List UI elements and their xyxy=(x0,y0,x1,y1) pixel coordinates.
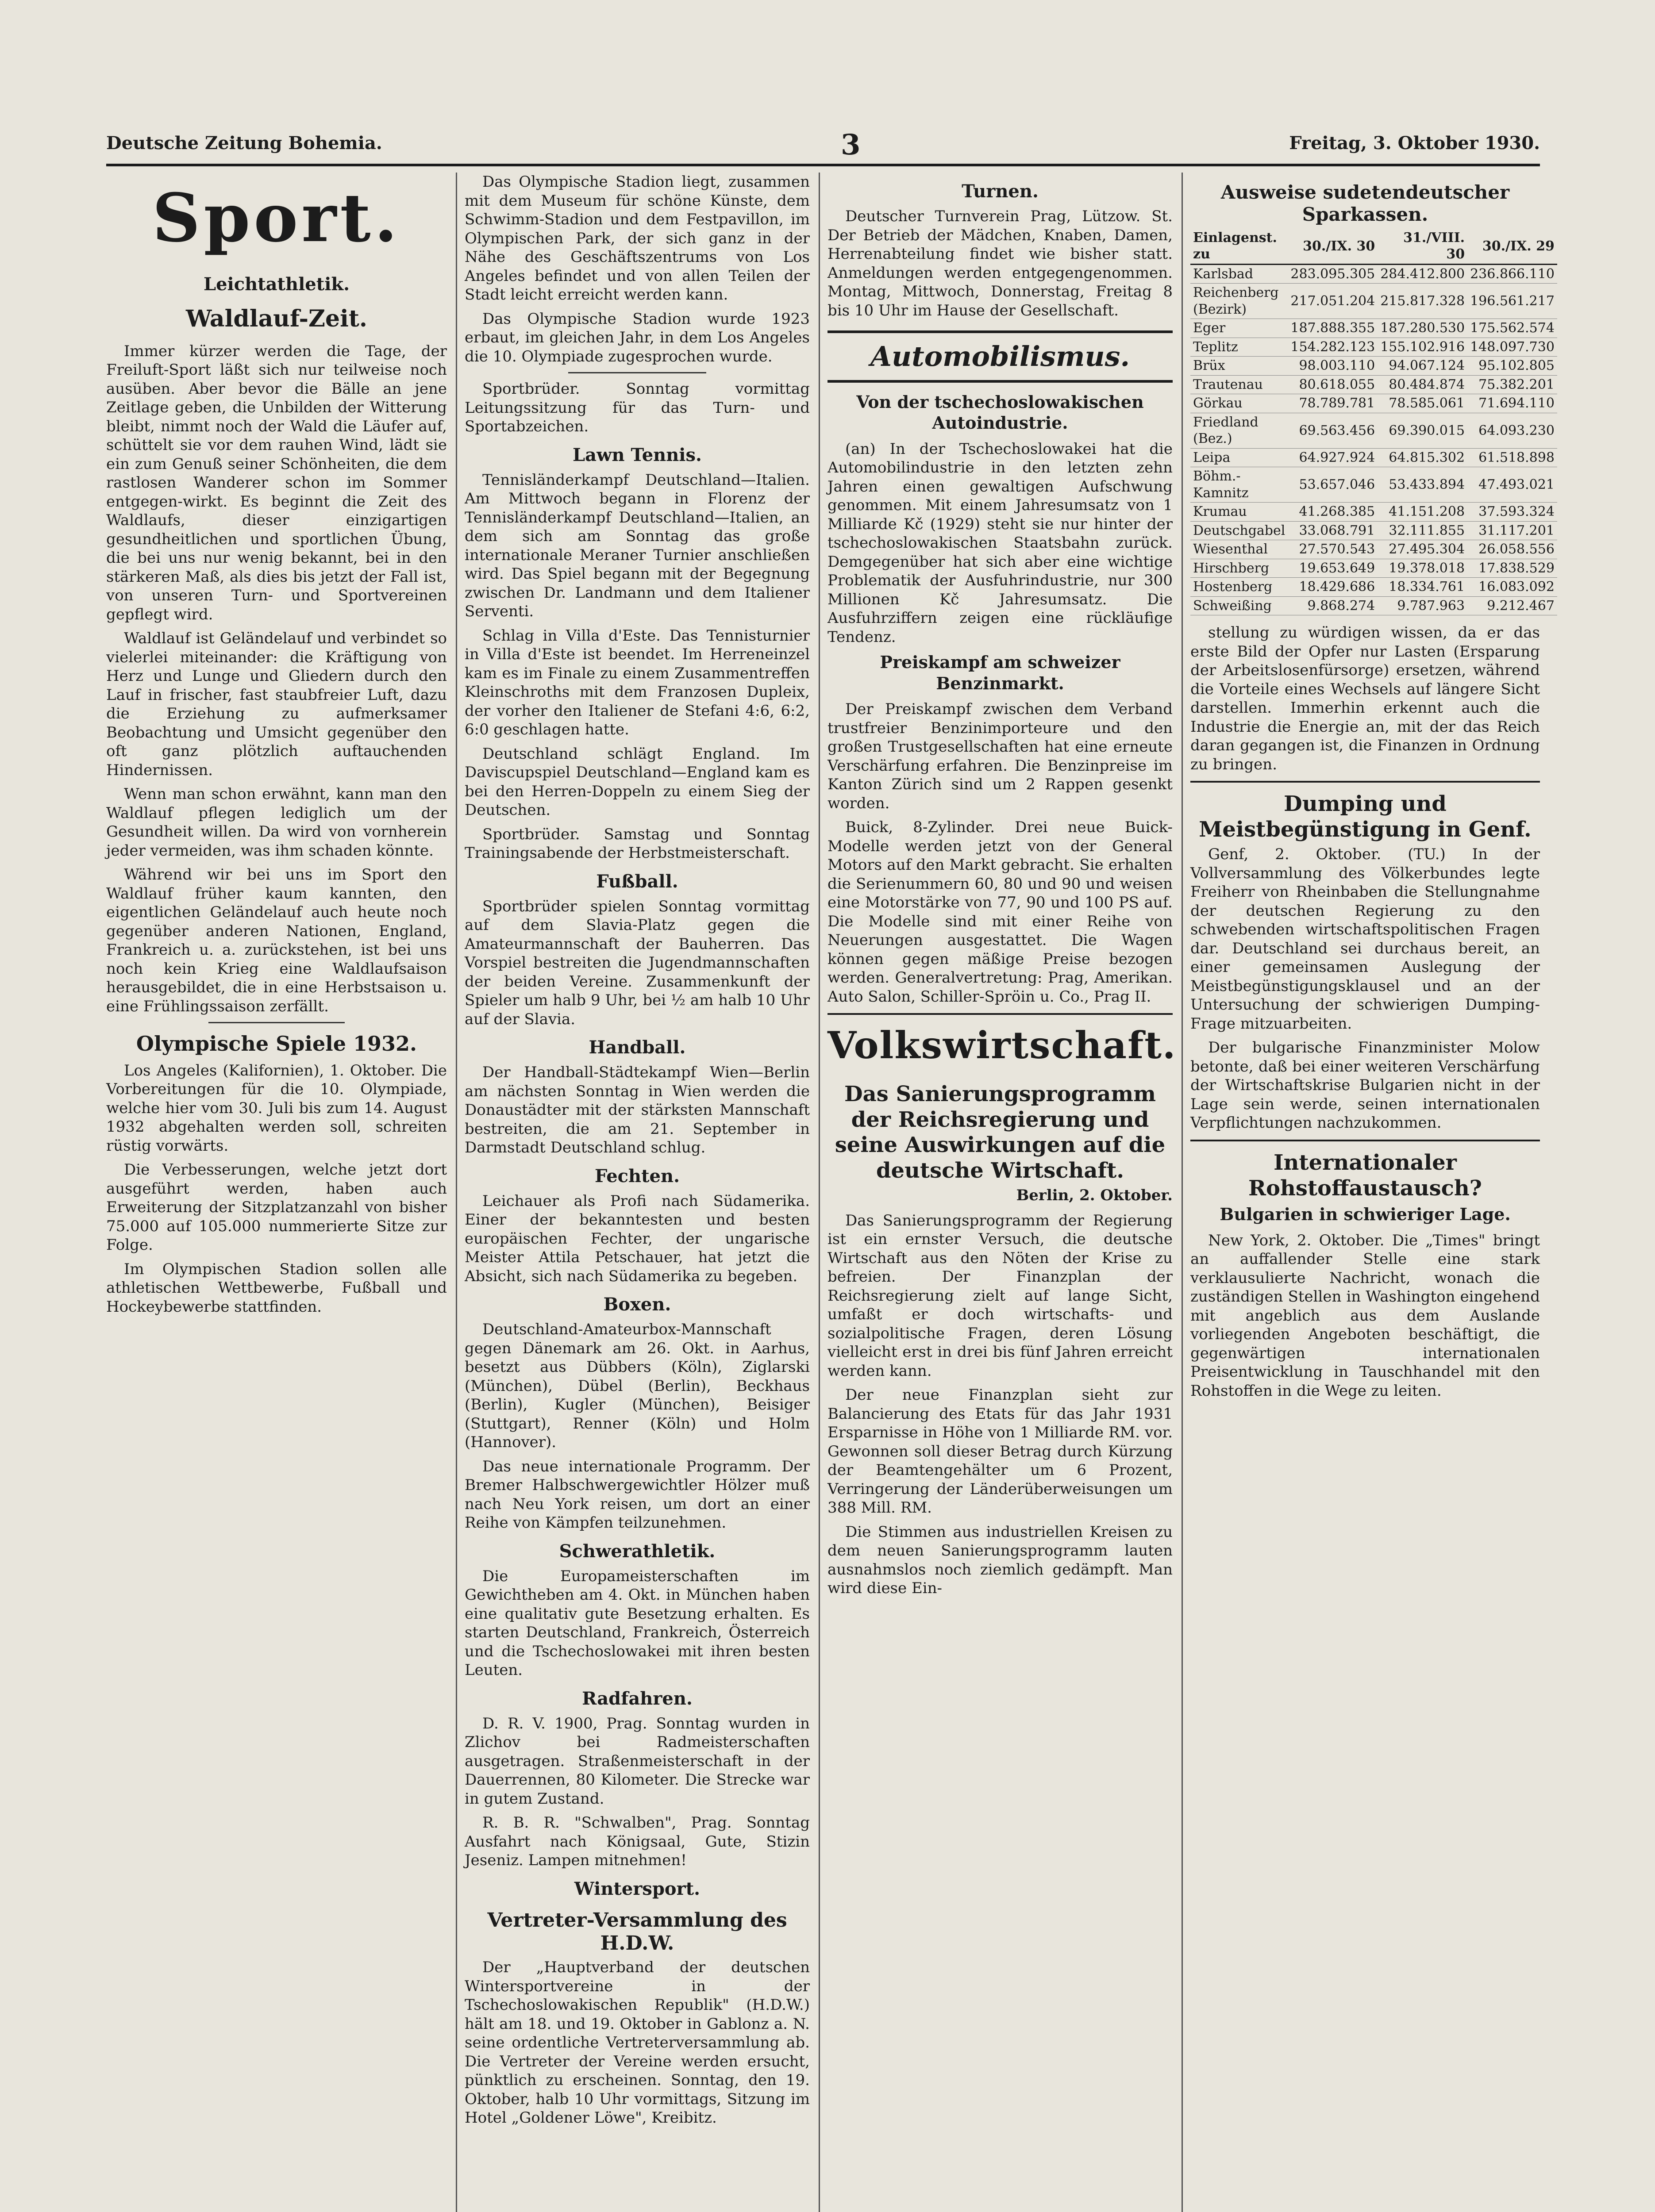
table-row xyxy=(1190,559,1557,578)
boxen-head: Boxen. xyxy=(603,1294,671,1315)
paragraph: Das Sanierungsprogramm der Regierung ist ein ernster Versuch, die deutsche Wirtschaft aus den Nöten der Krise zu befreien. Der Finanzplan der Reichsregierung zielt auf lange Sicht, umfaßt er doch wirtschafts- und sozialpolitische Fragen, deren Lösung vielleicht erst in drei bis fünf Jahren erreicht werden kann. xyxy=(828,1211,1173,1380)
rohstoff-subhead: Bulgarien in schwieriger Lage. xyxy=(1220,1204,1511,1225)
table-cell: 283.095.305 xyxy=(1288,264,1378,284)
table-cell: 78.789.781 xyxy=(1288,394,1378,413)
newspaper-name: Deutsche Zeitung Bohemia. xyxy=(106,133,382,154)
paragraph: Genf, 2. Oktober. (TU.) In der Vollversammlung des Völkerbundes legte Freiherr von Rheinbaben die Stellungnahme der deutschen Regierung zu den schwebenden wirtschaftspolitischen Fragen dar. Deutschland sei durchaus bereit, an einer gemeinsamen Auslegung der Meistbegünstigungsklausel und an der Untersuchung der schwierigen Dumping-Frage mitzuarbeiten. xyxy=(1190,845,1540,1033)
table-row xyxy=(1190,319,1557,338)
table-cell: 19.378.018 xyxy=(1378,559,1467,578)
olympia-title: Olympische Spiele 1932. xyxy=(136,1032,417,1056)
waldlauf-title: Waldlauf-Zeit. xyxy=(186,305,367,332)
divider xyxy=(208,1022,345,1023)
turnen-head: Turnen. xyxy=(962,181,1039,202)
table-cell: 154.282.123 xyxy=(1288,338,1378,357)
paragraph: Der neue Finanzplan sieht zur Balancierung des Etats für das Jahr 1931 Ersparnisse in Höhe von 1 Milliarde RM. vor. Gewonnen soll dieser Betrag durch Kürzung der Beamtengehälter um 6 Prozent, Verringerung der Länderüberweisungen um 388 Mill. RM. xyxy=(828,1386,1173,1517)
table-header: 30./IX. 29 xyxy=(1467,229,1557,265)
paragraph: Sportbrüder. Sonntag vormittag Leitungssitzung für das Turn- und Sportabzeichen. xyxy=(465,380,810,435)
paragraph: Im Olympischen Stadion sollen alle athletischen Wettbewerbe, Fußball und Hockeybewerbe stattfinden. xyxy=(106,1260,447,1316)
table-cell: 80.618.055 xyxy=(1288,375,1378,394)
benzin-subhead: Preiskampf am schweizer Benzinmarkt. xyxy=(880,652,1120,693)
divider xyxy=(1190,1140,1540,1141)
table-cell: Görkau xyxy=(1190,394,1288,413)
table-cell: Deutschgabel xyxy=(1190,521,1288,540)
table-cell: 47.493.021 xyxy=(1467,467,1557,503)
sport-title: Sport. xyxy=(152,179,401,257)
table-cell: 17.838.529 xyxy=(1467,559,1557,578)
divider xyxy=(828,1013,1173,1015)
table-cell: 37.593.324 xyxy=(1467,503,1557,522)
paragraph: Das Olympische Stadion liegt, zusammen mit dem Museum für schöne Künste, dem Schwimm-Stadion und dem Festpavillon, im Olympischen Park, der sich ganz in der Nähe des Geschäftszentrums von Los Angeles befindet und von allen Teilen der Stadt leicht erreicht werden kann. xyxy=(465,173,810,303)
header-rule xyxy=(106,164,1540,166)
table-cell: 64.093.230 xyxy=(1467,413,1557,448)
table-cell: Trautenau xyxy=(1190,375,1288,394)
table-cell: 98.003.110 xyxy=(1288,357,1378,376)
rohstoff-title: Internationaler Rohstoffaustausch? xyxy=(1248,1150,1482,1201)
table-row xyxy=(1190,540,1557,559)
table-header: 30./IX. 30 xyxy=(1288,229,1378,265)
table-cell: Friedland (Bez.) xyxy=(1190,413,1288,448)
table-cell: 41.268.385 xyxy=(1288,503,1378,522)
paragraph: Sportbrüder spielen Sonntag vormittag auf dem Slavia-Platz gegen die Amateurmannschaft der Bauherren. Das Vorspiel bestreiten die Jugendmannschaften der beiden Vereine. Zusammenkunft der Spieler um halb 9 Uhr, bei ½ am halb 10 Uhr auf der Slavia. xyxy=(465,897,810,1028)
table-cell: 27.570.543 xyxy=(1288,540,1378,559)
table-row xyxy=(1190,578,1557,597)
volks-article-title: Das Sanierungsprogramm der Reichsregierung und seine Auswirkungen auf die deutsche Wirtschaft. xyxy=(835,1082,1166,1183)
paragraph: (an) In der Tschechoslowakei hat die Automobilindustrie in den letzten zehn Jahren einen gewaltigen Aufschwung genommen. Mit einem Jahresumsatz von 1 Milliarde Kč (1929) steht sie nur hinter der tschechoslowakischen Staatsbahn zurück. Demgegenüber hat sich aber eine wichtige Problematik der Ausfuhrindustrie, nur 300 Millionen Kč Jahresumsatz. Die Ausfuhrziffern zeigen eine rückläufige Tendenz. xyxy=(828,440,1173,646)
issue-date: Freitag, 3. Oktober 1930. xyxy=(1289,133,1540,154)
paragraph: Die Verbesserungen, welche jetzt dort ausgeführt werden, haben auch Erweiterung der Sitzplatzanzahl von bisher 75.000 auf 105.000 nummerierte Sitze zur Folge. xyxy=(106,1161,447,1254)
table-cell: Brüx xyxy=(1190,357,1288,376)
table-header: Einlagenst. zu xyxy=(1190,229,1288,265)
column-divider xyxy=(819,173,820,2212)
table-cell: Hostenberg xyxy=(1190,578,1288,597)
table-row xyxy=(1190,467,1557,503)
table-cell: 95.102.805 xyxy=(1467,357,1557,376)
table-cell: 64.927.924 xyxy=(1288,448,1378,467)
table-cell: 80.484.874 xyxy=(1378,375,1467,394)
dumping-title: Dumping und Meistbegünstigung in Genf. xyxy=(1199,791,1532,842)
table-cell: 9.868.274 xyxy=(1288,596,1378,615)
table-cell: 71.694.110 xyxy=(1467,394,1557,413)
table-cell: 155.102.916 xyxy=(1378,338,1467,357)
table-cell: Böhm.-Kamnitz xyxy=(1190,467,1288,503)
table-cell: 78.585.061 xyxy=(1378,394,1467,413)
paragraph: Wenn man schon erwähnt, kann man den Waldlauf pflegen lediglich um der Gesundheit willen. Da wird von vornherein jeder vermeiden, was ihm schaden könnte. xyxy=(106,785,447,860)
table-cell: 187.888.355 xyxy=(1288,319,1378,338)
paragraph: Der Preiskampf zwischen dem Verband trustfreier Benzinimporteure und den großen Trustgesellschaften hat eine erneute Verschärfung erfahren. Die Benzinpreise im Kanton Zürich sind um 2 Rappen gesenkt worden. xyxy=(828,700,1173,812)
table-cell: 53.433.894 xyxy=(1378,467,1467,503)
paragraph: Los Angeles (Kalifornien), 1. Oktober. Die Vorbereitungen für die 10. Olympiade, welche hier vom 30. Juli bis zum 14. August 1932 abgehalten werden soll, schreiten rüstig vorwärts. xyxy=(106,1061,447,1155)
table-row xyxy=(1190,338,1557,357)
table-cell: 18.334.761 xyxy=(1378,578,1467,597)
paragraph: Während wir bei uns im Sport den Waldlauf früher kaum kannten, den eigentlichen Geländelauf auch heute noch gegenüber anderen Nationen, England, Frankreich u. a. zurückstehen, ist bei uns noch kein Krieg eine Waldlaufsaison herausgebildet, die in eine Herbstsaison u. eine Frühlingssaison zerfällt. xyxy=(106,866,447,1015)
paragraph: Deutscher Turnverein Prag, Lützow. St. Der Betrieb der Mädchen, Knaben, Damen, Herrenabteilung findet wie bisher statt. Anmeldungen werden entgegengenommen. Montag, Mittwoch, Donnerstag, Freitag 8 bis 10 Uhr im Hause der Gesellschaft. xyxy=(828,207,1173,319)
paragraph: Tennisländerkampf Deutschland—Italien. Am Mittwoch begann in Florenz der Tennisländerkampf Deutschland—Italien, an dem sich am Sonntag das große internationale Meraner Turnier anschließen wird. Das Spiel begann mit der Begegnung zwischen Dr. Landmann und dem Italiener Serventi. xyxy=(465,471,810,620)
wintersport-head: Wintersport. xyxy=(574,1878,700,1899)
paragraph: Buick, 8-Zylinder. Drei neue Buick-Modelle werden jetzt von der General Motors auf den Markt gebracht. Sie erhalten die Serienummern 60, 80 und 90 und weisen eine Motorstärke von 77, 90 und 100 PS auf. Die Modelle sind mit einer Reihe von Neuerungen ausgestattet. Die Wagen können gegen mäßige Preise bezogen werden. Generalvertretung: Prag, Amerikan. Auto Salon, Schiller-Spröin u. Co., Prag II. xyxy=(828,818,1173,1006)
table-cell: 18.429.686 xyxy=(1288,578,1378,597)
paragraph: R. B. R. "Schwalben", Prag. Sonntag Ausfahrt nach Königsaal, Gute, Stizin Jeseniz. Lampen mitnehmen! xyxy=(465,1814,810,1869)
table-row xyxy=(1190,503,1557,522)
auto-title: Automobilismus. xyxy=(828,330,1173,383)
table-cell: 33.068.791 xyxy=(1288,521,1378,540)
column-auto-volks xyxy=(828,173,1177,2212)
divider xyxy=(568,372,706,373)
table-cell: 26.058.556 xyxy=(1467,540,1557,559)
table-row xyxy=(1190,375,1557,394)
fussball-head: Fußball. xyxy=(596,871,678,892)
table-cell: 41.151.208 xyxy=(1378,503,1467,522)
paragraph: Die Stimmen aus industriellen Kreisen zu dem neuen Sanierungsprogramm lauten ausnahmslos noch ziemlich gedämpft. Man wird diese Ein- xyxy=(828,1523,1173,1598)
paragraph: Deutschland schlägt England. Im Daviscupspiel Deutschland—England kam es bei den Herren-Doppeln zu einem Sieg der Deutschen. xyxy=(465,745,810,819)
table-row xyxy=(1190,284,1557,319)
paragraph: Der bulgarische Finanzminister Molow betonte, daß bei einer weiteren Verschärfung der Wirtschaftskrise Bulgarien nicht in der Lage sein werde, seinen internationalen Verpflichtungen nachzukommen. xyxy=(1190,1039,1540,1132)
column-sport xyxy=(106,173,447,2212)
handball-head: Handball. xyxy=(589,1037,686,1058)
table-cell: 16.083.092 xyxy=(1467,578,1557,597)
dateline: Berlin, 2. Oktober. xyxy=(1016,1187,1173,1205)
wintersport-subhead: Vertreter-Versammlung des H.D.W. xyxy=(487,1909,787,1955)
paragraph: Der „Hauptverband der deutschen Wintersportvereine in der Tschechoslowakischen Republik" (H.D.W.) hält am 18. und 19. Oktober in Gablonz a. N. seine ordentliche Vertreterversammlung ab. Die Vertreter der Vereine werden ersucht, pünktlich zu erscheinen. Sonntag, den 19. Oktober, halb 10 Uhr vormittags, Sitzung im Hotel „Goldener Löwe", Kreibitz. xyxy=(465,1959,810,2127)
leichtathletik-head: Leichtathletik. xyxy=(203,273,350,295)
paragraph: Das neue internationale Programm. Der Bremer Halbschwergewichtler Hölzer muß nach Neu York reisen, um dort an einer Reihe von Kämpfen teilzunehmen. xyxy=(465,1457,810,1532)
table-cell: 61.518.898 xyxy=(1467,448,1557,467)
table-cell: 31.117.201 xyxy=(1467,521,1557,540)
paragraph: stellung zu würdigen wissen, da er das erste Bild der Opfer nur Lasten (Ersparung der Arbeitslosenfürsorge) ersetzen, während die Vorteile eines Wechsels auf längere Sicht darstellen. Immerhin erkennt auch die Industrie die Energie an, mit der das Reich daran gegangen ist, die Finanzen in Ordnung zu bringen. xyxy=(1190,624,1540,773)
table-cell: Leipa xyxy=(1190,448,1288,467)
table-cell: 187.280.530 xyxy=(1378,319,1467,338)
radfahren-head: Radfahren. xyxy=(582,1688,693,1709)
table-row xyxy=(1190,357,1557,376)
auto-subhead: Von der tschechoslowakischen Autoindustrie. xyxy=(856,392,1144,433)
table-cell: 148.097.730 xyxy=(1467,338,1557,357)
column-divider xyxy=(1182,173,1183,2212)
table-header-row xyxy=(1190,229,1557,265)
table-cell: 53.657.046 xyxy=(1288,467,1378,503)
column-divider xyxy=(456,173,457,2212)
table-cell: 69.563.456 xyxy=(1288,413,1378,448)
table-cell: 9.212.467 xyxy=(1467,596,1557,615)
paragraph: Die Europameisterschaften im Gewichtheben am 4. Okt. in München haben eine qualitativ gute Besetzung erhalten. Es starten Deutschland, Frankreich, Österreich und die Tschechoslowakei mit ihren besten Leuten. xyxy=(465,1567,810,1679)
table-cell: 175.562.574 xyxy=(1467,319,1557,338)
table-row xyxy=(1190,264,1557,284)
fechten-head: Fechten. xyxy=(594,1165,680,1187)
table-row xyxy=(1190,596,1557,615)
table-row xyxy=(1190,521,1557,540)
table-cell: 196.561.217 xyxy=(1467,284,1557,319)
table-cell: Wiesenthal xyxy=(1190,540,1288,559)
table-cell: Hirschberg xyxy=(1190,559,1288,578)
table-cell: Karlsbad xyxy=(1190,264,1288,284)
table-cell: 236.866.110 xyxy=(1467,264,1557,284)
divider xyxy=(1190,781,1540,783)
tennis-head: Lawn Tennis. xyxy=(573,444,702,465)
table-cell: Reichenberg (Bezirk) xyxy=(1190,284,1288,319)
volks-title: Volkswirtschaft. xyxy=(828,1023,1177,1067)
table-cell: 64.815.302 xyxy=(1378,448,1467,467)
savings-table xyxy=(1190,229,1557,616)
column-economy xyxy=(1190,173,1555,2212)
paragraph: D. R. V. 1900, Prag. Sonntag wurden in Zlichov bei Radmeisterschaften ausgetragen. Straßenmeisterschaft in der Dauerrennen, 80 Kilometer. Die Strecke war in gutem Zustand. xyxy=(465,1714,810,1808)
paragraph: Leichauer als Profi nach Südamerika. Einer der bekanntesten und besten europäischen Fechter, der ungarische Meister Attila Petschauer, hat jetzt die Absicht, sich nach Südamerika zu begeben. xyxy=(465,1192,810,1285)
paragraph: Immer kürzer werden die Tage, der Freiluft-Sport läßt sich nur teilweise noch ausüben. Aber bevor die Bälle an jene Zeitlage geben, die Unbilden der Witterung bleibt, nimmt noch der Wald die Läufer auf, schüttelt sie vor dem rauhen Wind, lädt sie ein zum Genuß seiner Schönheiten, die dem rastlosen Wanderer schon im Sommer entgegen-wirkt. Es beginnt die Zeit des Waldlaufs, dieser einzigartigen gesundheitlichen und sportlichen Übung, die bei uns nur wenig bekannt, bei in den stärkeren Maß, als dies bis jetzt der Fall ist, von unseren Turn- und Sportvereinen gepflegt wird. xyxy=(106,342,447,623)
paragraph: Deutschland-Amateurbox-Mannschaft gegen Dänemark am 26. Okt. in Aarhus, besetzt aus Dübbers (Köln), Ziglarski (München), Dübel (Berlin), Beckhaus (Berlin), Kugler (München), Beisiger (Stuttgart), Renner (Köln) und Holm (Hannover). xyxy=(465,1321,810,1451)
table-cell: Schweißing xyxy=(1190,596,1288,615)
table-cell: 94.067.124 xyxy=(1378,357,1467,376)
column-sport-2 xyxy=(465,173,810,2212)
table-row xyxy=(1190,448,1557,467)
table-cell: Krumau xyxy=(1190,503,1288,522)
paragraph: Das Olympische Stadion wurde 1923 erbaut, im gleichen Jahr, in dem Los Angeles die 10. Olympiade zugesprochen wurde. xyxy=(465,310,810,365)
paragraph: Schlag in Villa d'Este. Das Tennisturnier in Villa d'Este ist beendet. Im Herreneinzel kam es im Finale zu einem Zusammentreffen Kleinschroths mit dem Franzosen Dupleix, der vorher den Italiener de Stefani 4:6, 6:2, 6:0 geschlagen hatte. xyxy=(465,626,810,738)
savings-title: Ausweise sudetendeutscher Sparkassen. xyxy=(1220,181,1510,226)
paragraph: Sportbrüder. Samstag und Sonntag Trainingsabende der Herbstmeisterschaft. xyxy=(465,825,810,862)
table-cell: 27.495.304 xyxy=(1378,540,1467,559)
table-row xyxy=(1190,413,1557,448)
table-cell: 9.787.963 xyxy=(1378,596,1467,615)
paragraph: Der Handball-Städtekampf Wien—Berlin am nächsten Sonntag in Wien werden die Donaustädter mit der stärksten Mannschaft bestreiten, die am 21. September in Darmstadt Deutschland schlug. xyxy=(465,1064,810,1156)
paragraph: Waldlauf ist Geländelauf und verbindet so vielerlei miteinander: die Kräftigung von Herz und Lunge und Gliedern durch den Lauf in frischer, fast staubfreier Luft, dazu die Erziehung zu aufmerksamer Beobachtung und Umsicht gegenüber den oft ganz plötzlich auftauchenden Hindernissen. xyxy=(106,630,447,779)
schwerathletik-head: Schwerathletik. xyxy=(559,1540,716,1562)
table-cell: 75.382.201 xyxy=(1467,375,1557,394)
table-row xyxy=(1190,394,1557,413)
table-cell: Teplitz xyxy=(1190,338,1288,357)
table-cell: 284.412.800 xyxy=(1378,264,1467,284)
page-number: 3 xyxy=(841,128,861,161)
page-header xyxy=(106,128,1540,161)
table-cell: Eger xyxy=(1190,319,1288,338)
table-cell: 217.051.204 xyxy=(1288,284,1378,319)
table-cell: 69.390.015 xyxy=(1378,413,1467,448)
table-cell: 32.111.855 xyxy=(1378,521,1467,540)
table-cell: 215.817.328 xyxy=(1378,284,1467,319)
table-cell: 19.653.649 xyxy=(1288,559,1378,578)
paragraph: New York, 2. Oktober. Die „Times" bringt an auffallender Stelle eine stark verklausulierte Nachricht, wonach die zuständigen Stellen in Washington eingehend mit angeblich aus dem Auslande vorliegenden Angeboten beschäftigt, die gegenwärtigen internationalen Preisentwicklung in Tauschhandel mit den Rohstoffen in die Wege zu leiten. xyxy=(1190,1231,1540,1400)
table-header: 31./VIII. 30 xyxy=(1378,229,1467,265)
